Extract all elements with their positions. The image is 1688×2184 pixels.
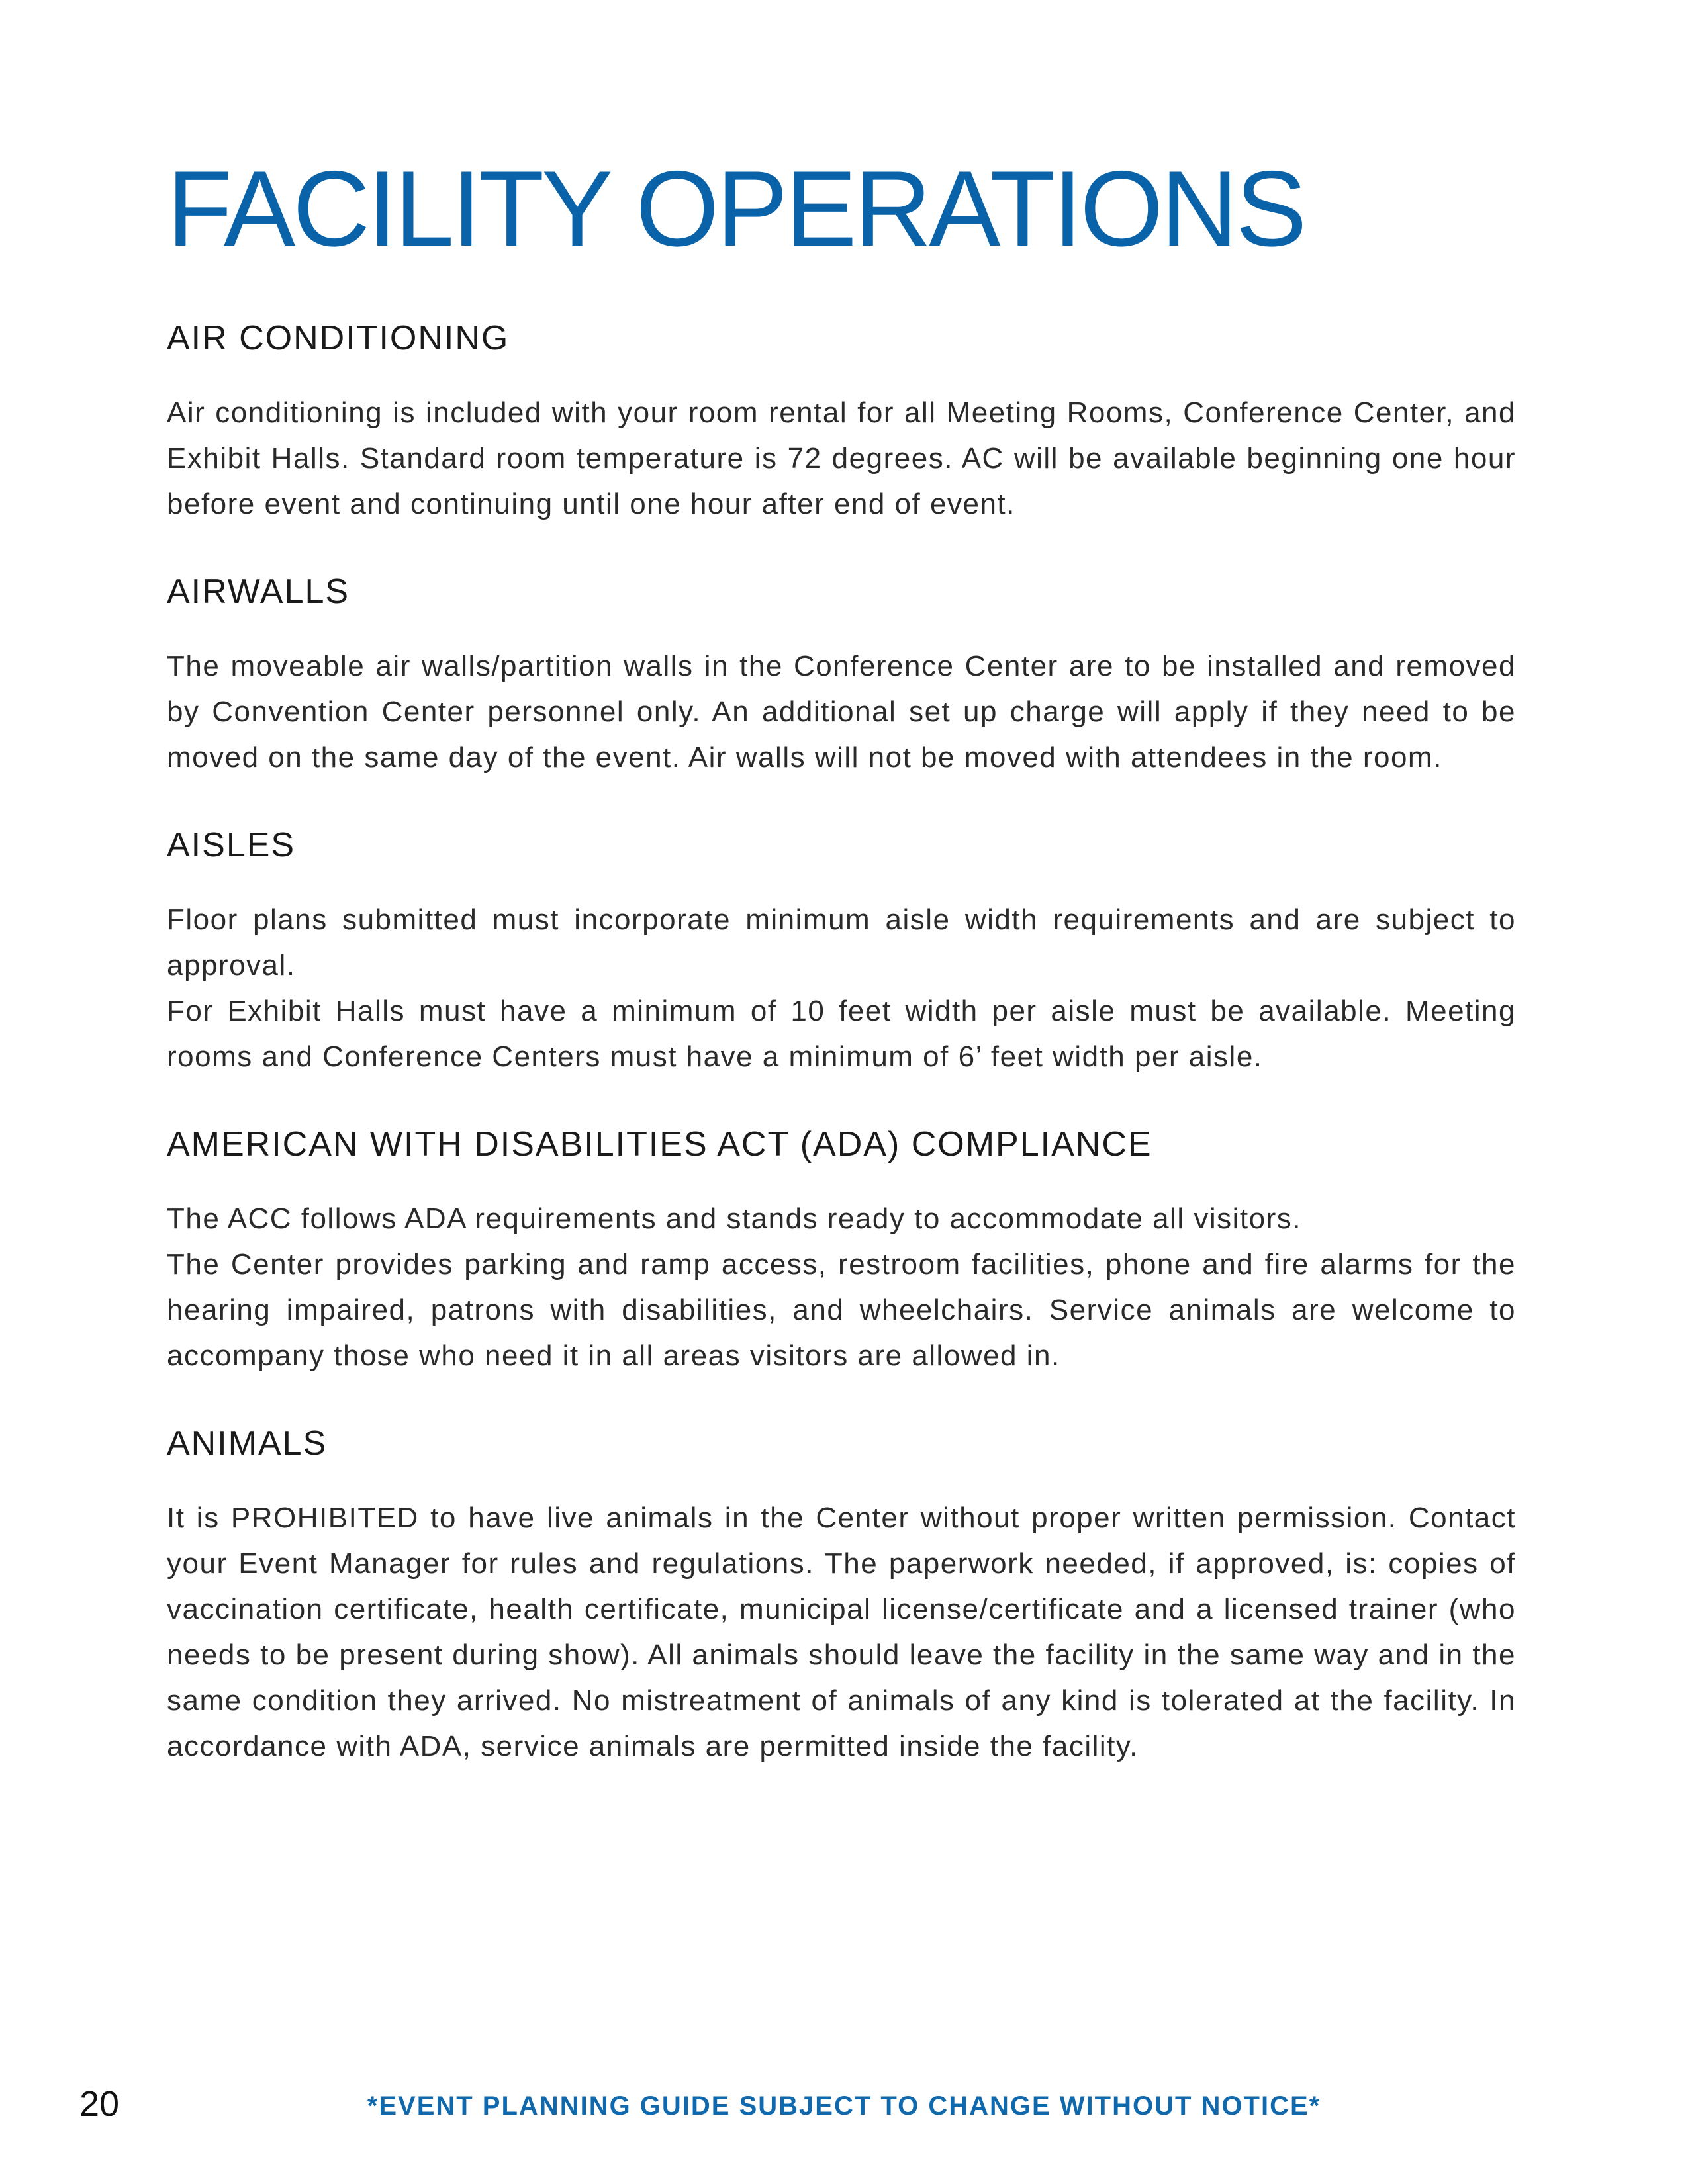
section-air-conditioning: [167, 321, 1516, 527]
page-number: 20: [79, 2084, 120, 2124]
section-heading-aisles: AISLES: [167, 826, 296, 864]
footer-disclaimer: *EVENT PLANNING GUIDE SUBJECT TO CHANGE WITHOUT NOTICE*: [367, 2091, 1321, 2120]
paragraph-ada-1: The ACC follows ADA requirements and stands ready to accommodate all visitors.: [167, 1203, 1301, 1235]
paragraph-ada-2: The Center provides parking and ramp access, restroom facilities, phone and fire alarms for the hearing impaired, patrons with disabilities, and wheelchairs. Service animals are welcome to accompany those who need it in all areas visitors are allowed in.: [167, 1248, 1516, 1372]
section-heading-airwalls: AIRWALLS: [167, 572, 350, 611]
page-title: FACILITY OPERATIONS: [167, 149, 1305, 269]
section-aisles: [167, 828, 1516, 1079]
section-heading-animals: ANIMALS: [167, 1424, 328, 1463]
paragraph-aisles-1: Floor plans submitted must incorporate minimum aisle width requirements and are subject to approval.: [167, 903, 1516, 981]
section-heading-air-conditioning: AIR CONDITIONING: [167, 319, 510, 357]
section-ada-compliance: [167, 1127, 1516, 1379]
section-airwalls: [167, 574, 1516, 780]
paragraph-animals: It is PROHIBITED to have live animals in the Center without proper written permission. Contact your Event Manager for rules and regulations. The paperwork needed, if approved, is: copies of vaccination certificate, health certificate, municipal license/certificate and a licensed trainer (who needs to be present during show). All animals should leave the facility in the same way and in the same condition they arrived. No mistreatment of animals of any kind is tolerated at the facility. In accordance with ADA, service animals are permitted inside the facility.: [167, 1502, 1516, 1762]
document-page: [167, 136, 1516, 1769]
paragraph-aisles-2: For Exhibit Halls must have a minimum of 10 feet width per aisle must be available. Meeting rooms and Conference Centers must have a minimum of 6’ feet width per aisle.: [167, 995, 1516, 1073]
paragraph-air-conditioning: Air conditioning is included with your room rental for all Meeting Rooms, Conference Center, and Exhibit Halls. Standard room temperature is 72 degrees. AC will be available beginning one hour before event and continuing until one hour after end of event.: [167, 396, 1516, 520]
section-heading-ada-compliance: AMERICAN WITH DISABILITIES ACT (ADA) COMPLIANCE: [167, 1125, 1152, 1163]
section-animals: [167, 1426, 1516, 1769]
paragraph-airwalls: The moveable air walls/partition walls in the Conference Center are to be installed and removed by Convention Center personnel only. An additional set up charge will apply if they need to be moved on the same day of the event. Air walls will not be moved with attendees in the room.: [167, 650, 1516, 774]
